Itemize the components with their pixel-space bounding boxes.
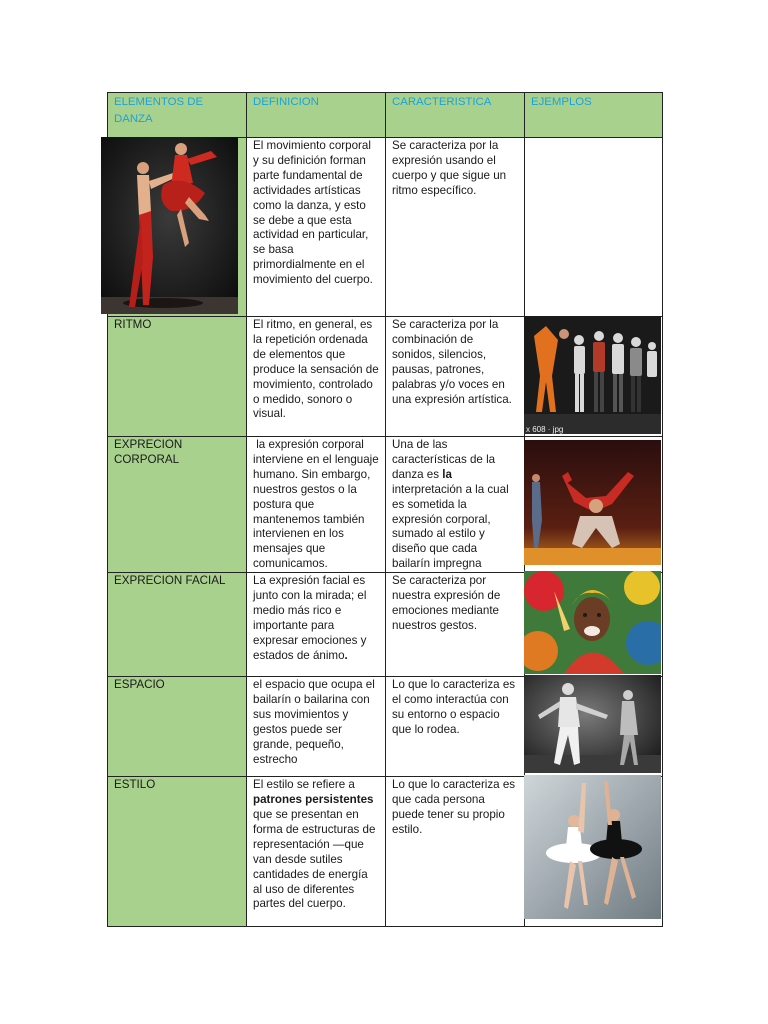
header-elementos: ELEMENTOS DE DANZA (108, 93, 247, 138)
header-definicion: DEFINICION (247, 93, 386, 138)
image-watermark: x 608 · jpg (526, 425, 564, 434)
characteristic-cell: Lo que lo caracteriza es que cada persona puede tener su propio estilo. (386, 777, 525, 927)
estilo-ballet-photo (524, 775, 661, 919)
definition-cell: el espacio que ocupa el bailarín o bailarina con sus movimientos y gestos puede ser grande, pequeño, estrecho (247, 677, 386, 777)
header-ejemplos: EJEMPLOS (525, 93, 663, 138)
row-label: EXPRECION FACIAL (108, 573, 247, 677)
expresion-corporal-photo (524, 440, 661, 565)
espacio-photo (524, 675, 661, 773)
characteristic-cell: Se caracteriza por la expresión usando el cuerpo y que sigue un ritmo específico. (386, 138, 525, 317)
header-row (108, 93, 663, 138)
definition-cell: El movimiento corporal y su definición forman parte fundamental de actividades artísticas como la danza, y esto se debe a que esta actividad en particular, se basa primordialmente en el movimiento del cuerpo. (247, 138, 386, 317)
definition-cell: la expresión corporal interviene en el lenguaje humano. Sin embargo, nuestros gestos o la postura que mantenemos también intervienen en los mensajes que comunicamos. (247, 437, 386, 573)
definition-cell: El ritmo, en general, es la repetición ordenada de elementos que produce la sensación de movimiento, controlado o medido, sonoro o visual. (247, 317, 386, 437)
characteristic-cell: Una de las características de la danza es la interpretación a la cual es sometida la expresión corporal, sumado al estilo y diseño que cada bailarín impregna (386, 437, 525, 573)
header-caracteristica: CARACTERISTICA (386, 93, 525, 138)
example-cell-empty (525, 138, 663, 317)
characteristic-cell: Se caracteriza por nuestra expresión de emociones mediante nuestros gestos. (386, 573, 525, 677)
definition-cell: El estilo se refiere a patrones persistentes que se presentan en forma de estructuras de representación —que van desde sutiles cantidades de energía al uso de diferentes partes del cuerpo. (247, 777, 386, 927)
characteristic-cell: Lo que lo caracteriza es el como interactúa con su entorno o espacio que lo rodea. (386, 677, 525, 777)
row-label: RITMO (108, 317, 247, 437)
characteristic-cell: Se caracteriza por la combinación de sonidos, silencios, pausas, patrones, palabras y/o voces en una expresión artística. (386, 317, 525, 437)
row-label: ESTILO (108, 777, 247, 927)
ritmo-group-photo (524, 316, 661, 434)
row-label: ESPACIO (108, 677, 247, 777)
expresion-facial-photo (524, 571, 661, 674)
row-label: EXPRECION CORPORAL (108, 437, 247, 573)
couple-dance-photo (101, 137, 238, 314)
definition-cell: La expresión facial es junto con la mirada; el medio más rico e importante para expresar emociones y estados de ánimo. (247, 573, 386, 677)
